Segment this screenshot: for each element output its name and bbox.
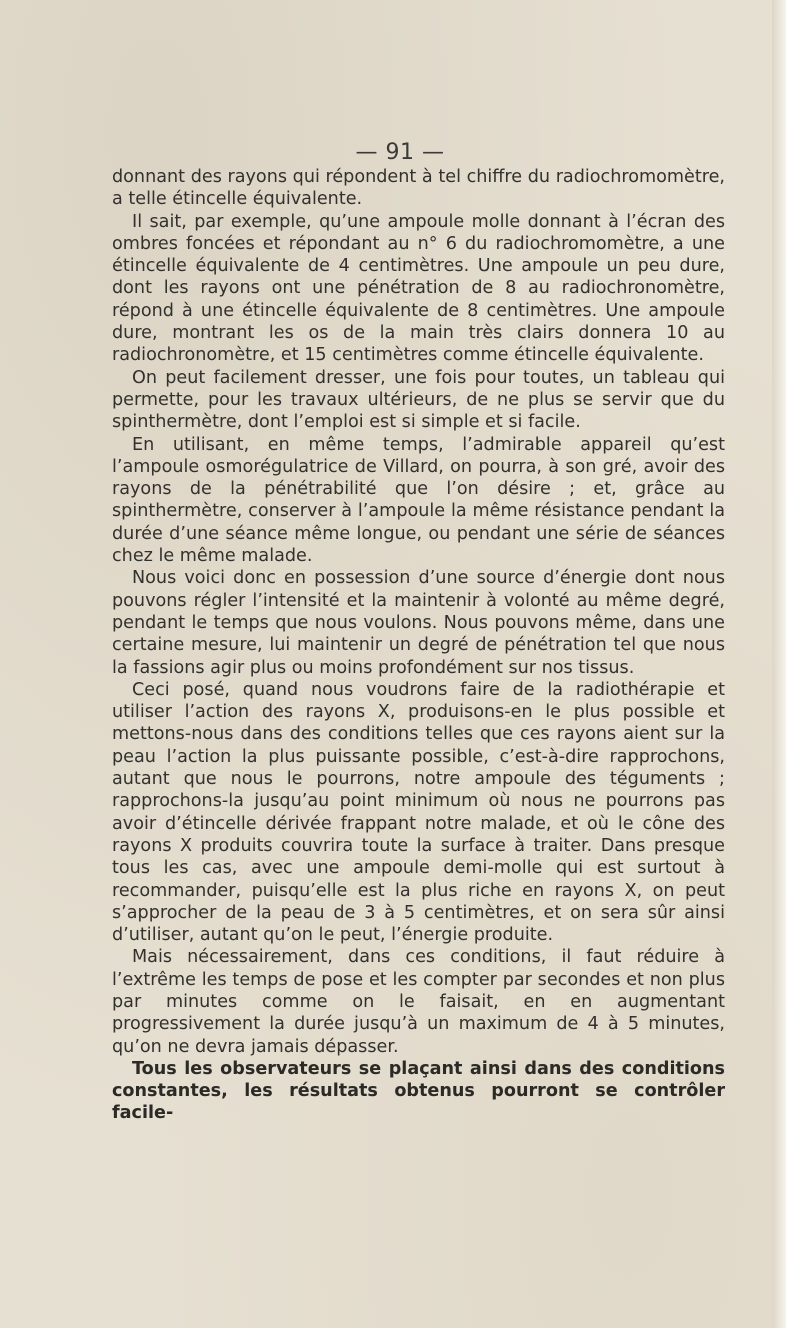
paragraph: En utilisant, en même temps, l’admirable appareil qu’est l’ampoule osmorégulatrice de Villard, on pourra, à son gré, avoir des rayons de la pénétrabilité que l’on désire ; et, grâce au spinthermètre, conserver à l’ampoule la même résistance pendant la durée d’une séance même longue, ou pendant une série de séances chez le même malade. bbox=[112, 434, 725, 567]
paragraph: Il sait, par exemple, qu’une ampoule molle donnant à l’écran des ombres foncées et répondant au n° 6 du radiochromomètre, a une étincelle équivalente de 4 centimètres. Une ampoule un peu dure, dont les rayons ont une pénétration de 8 au radiochronomètre, répond à une étincelle équivalente de 8 centimètres. Une ampoule dure, montrant les os de la main très clairs donnera 10 au radiochronomètre, et 15 centimètres comme étincelle équivalente. bbox=[112, 211, 725, 366]
paragraph: Nous voici donc en possession d’une source d’énergie dont nous pouvons régler l’intensité et la maintenir à volonté au même degré, pendant le temps que nous voulons. Nous pouvons même, dans une certaine mesure, lui maintenir un degré de pénétration tel que nous la fassions agir plus ou moins profondément sur nos tissus. bbox=[112, 568, 725, 678]
paragraph: Mais nécessairement, dans ces conditions, il faut réduire à l’extrême les temps de pose et les compter par secondes et non plus par minutes comme on le faisait, en en augmentant progressivement la durée jusqu’à un maximum de 4 à 5 minutes, qu’on ne devra jamais dépasser. bbox=[112, 947, 725, 1057]
page-number: — 91 — bbox=[355, 140, 445, 165]
paragraph: Ceci posé, quand nous voudrons faire de la radiothérapie et utiliser l’action des rayons X, produisons-en le plus possible et mettons-nous dans des conditions telles que ces rayons aient sur la peau l’action la plus puissante possible, c’est-à-dire rapprochons, autant que nous le pourrons, notre ampoule des téguments ; rapprochons-la jusqu’au point minimum où nous ne pourrons pas avoir d’étincelle dérivée frappant notre malade, et où le cône des rayons X produits couvrira toute la surface à traiter. Dans presque tous les cas, avec une ampoule demi-molle qui est surtout à recommander, puisqu’elle est la plus riche en rayons X, on peut s’approcher de la peau de 3 à 5 centimètres, et on sera sûr ainsi d’utiliser, autant qu’on le peut, l’énergie produite. bbox=[112, 679, 725, 946]
paragraph: Tous les observateurs se plaçant ainsi dans des conditions constantes, les résultats obtenus pourront se contrôler facile- bbox=[112, 1058, 725, 1124]
paragraph: On peut facilement dresser, une fois pour toutes, un tableau qui permette, pour les travaux ultérieurs, de ne plus se servir que du spinthermètre, dont l’emploi est si simple et si facile. bbox=[112, 367, 725, 433]
page-edge bbox=[772, 0, 786, 1328]
body-text bbox=[112, 166, 725, 1125]
paragraph: donnant des rayons qui répondent à tel chiffre du radiochromomètre, a telle étincelle équivalente. bbox=[112, 167, 725, 210]
